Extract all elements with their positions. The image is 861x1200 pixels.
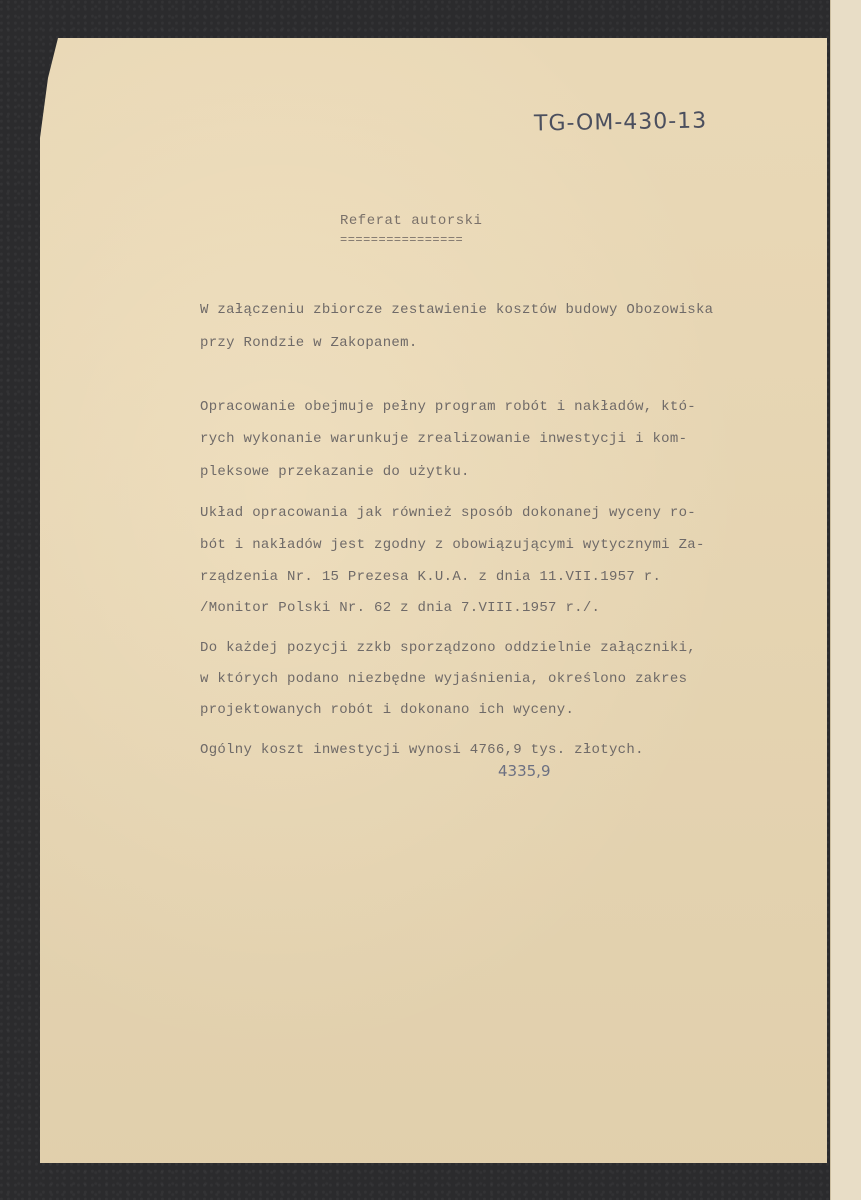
paragraph-3-line-4: /Monitor Polski Nr. 62 z dnia 7.VIII.1957 r./. [200,600,601,616]
paragraph-3-line-1: Układ opracowania jak również sposób dokonanej wyceny ro- [200,505,696,521]
paragraph-3-line-2: bót i nakładów jest zgodny z obowiązującymi wytycznymi Za- [200,537,705,553]
paragraph-4-line-2: w których podano niezbędne wyjaśnienia, określono zakres [200,671,688,687]
paragraph-2-line-1: Opracowanie obejmuje pełny program robót i nakładów, któ- [200,399,696,415]
folder-edge [830,0,861,1200]
paragraph-5-line-1: Ogólny koszt inwestycji wynosi 4766,9 tys. złotych. [200,742,644,758]
handwritten-cost-correction: 4335,9 [498,762,551,780]
paragraph-1-line-2: przy Rondzie w Zakopanem. [200,335,418,351]
paragraph-1-line-1: W załączeniu zbiorcze zestawienie kosztów budowy Obozowiska [200,302,714,318]
paragraph-2-line-3: pleksowe przekazanie do użytku. [200,464,470,480]
reference-code: TG-OM-430-13 [533,108,708,137]
document-title: Referat autorski [340,213,483,229]
paragraph-4-line-3: projektowanych robót i dokonano ich wyceny. [200,702,575,718]
paragraph-3-line-3: rządzenia Nr. 15 Prezesa K.U.A. z dnia 11.VII.1957 r. [200,569,662,585]
paragraph-2-line-2: rych wykonanie warunkuje zrealizowanie inwestycji i kom- [200,431,688,447]
paragraph-4-line-1: Do każdej pozycji zzkb sporządzono oddzielnie załączniki, [200,640,696,656]
title-underline: ================ [340,233,464,247]
